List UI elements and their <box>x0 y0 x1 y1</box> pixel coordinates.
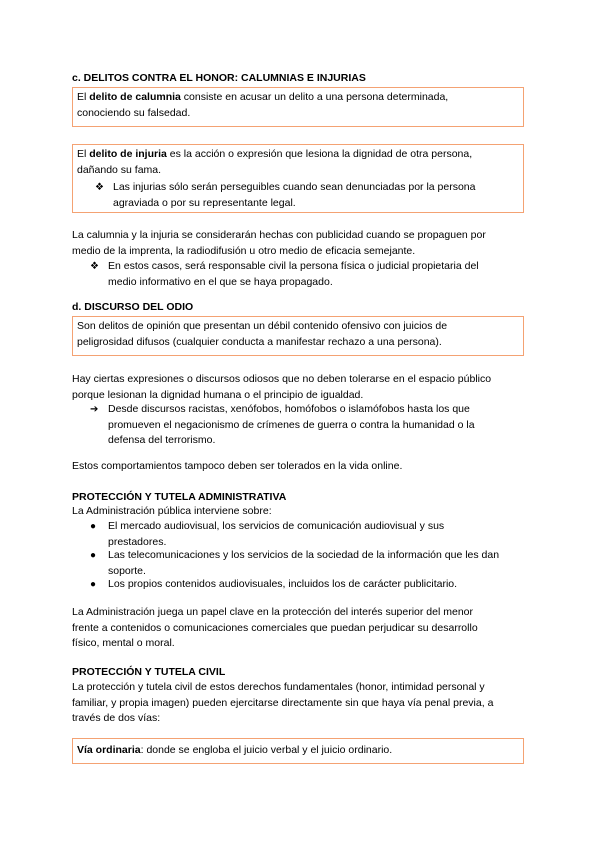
admin-list-item: ● Las telecomunicaciones y los servicios de la sociedad de la información que les dan soporte. <box>90 549 500 577</box>
civil-paragraph: La protección y tutela civil de estos derechos fundamentales (honor, intimidad personal y familiar, y propia imagen) pueden ejercitarse directamente sin que haya vía penal previa, a través de dos vías: <box>72 681 494 724</box>
injuria-line-2: dañando su fama. <box>77 163 162 176</box>
dot-bullet-icon: ● <box>90 550 97 561</box>
admin-section-title: PROTECCIÓN Y TUTELA ADMINISTRATIVA <box>72 491 287 503</box>
injuria-bullet: ❖ Las injurias sólo serán perseguibles cuando sean denunciadas por la persona agraviada o por su representante legal. <box>95 181 476 209</box>
injuria-line-1: El delito de injuria es la acción o expresión que lesiona la dignidad de otra persona, <box>77 148 473 160</box>
diamond-bullet-icon: ❖ <box>95 182 104 193</box>
admin-list-item: ● Los propios contenidos audiovisuales, incluidos los de carácter publicitario. <box>90 577 530 593</box>
admin-intro: La Administración pública interviene sobre: <box>72 505 272 517</box>
civil-section-title: PROTECCIÓN Y TUTELA CIVIL <box>72 666 226 678</box>
menor-paragraph: La Administración juega un papel clave en la protección del interés superior del menor frente a contenidos o comunicaciones comerciales que puedan perjudicar su desarrollo físico, mental o moral. <box>72 606 478 649</box>
dot-bullet-icon: ● <box>90 579 97 590</box>
admin-list-item: ● El mercado audiovisual, los servicios de comunicación audiovisual y sus prestadores. <box>90 520 445 548</box>
expresiones-paragraph: Hay ciertas expresiones o discursos odiosos que no deben tolerarse en el espacio público porque lesionan la dignidad humana o el principio de igualdad. <box>72 373 492 401</box>
diamond-bullet-icon: ❖ <box>90 261 99 272</box>
calumnia-line-1: El delito de calumnia consiste en acusar un delito a una persona determinada, <box>77 91 449 103</box>
injuria-definition-box <box>72 144 524 213</box>
discursos-arrow-item: ➔ Desde discursos racistas, xenófobos, homófobos o islamófobos hasta los que promueven el negacionismo de crímenes de guerra o contra la humanidad o la defensa del terrorismo. <box>90 403 475 446</box>
discurso-odio-definition-box: Son delitos de opinión que presentan un débil contenido ofensivo con juicios de peligrosidad difusos (cualquier conducta a manifestar rechazo a una persona). <box>72 316 524 356</box>
calumnia-definition-box <box>72 87 524 127</box>
online-paragraph: Estos comportamientos tampoco deben ser tolerados en la vida online. <box>72 460 403 472</box>
arrow-bullet-icon: ➔ <box>90 404 99 415</box>
via-ordinaria-term: Vía ordinaria <box>77 744 141 756</box>
section-d-title: d. DISCURSO DEL ODIO <box>72 301 194 313</box>
responsable-bullet: ❖ En estos casos, será responsable civil la persona física o judicial propietaria del medio informativo en el que se haya propagado. <box>90 260 479 288</box>
calumnia-line-2: conociendo su falsedad. <box>77 106 191 119</box>
publicidad-paragraph: La calumnia y la injuria se considerarán hechas con publicidad cuando se propaguen por medio de la imprenta, la radiodifusión u otro medio de eficacia semejante. <box>72 229 486 257</box>
calumnia-term: delito de calumnia <box>89 91 181 103</box>
via-ordinaria-box: Vía ordinaria: donde se engloba el juicio verbal y el juicio ordinario. <box>72 738 524 764</box>
injuria-term: delito de injuria <box>89 148 167 160</box>
dot-bullet-icon: ● <box>90 521 97 532</box>
section-c-title: c. DELITOS CONTRA EL HONOR: CALUMNIAS E INJURIAS <box>72 72 366 84</box>
